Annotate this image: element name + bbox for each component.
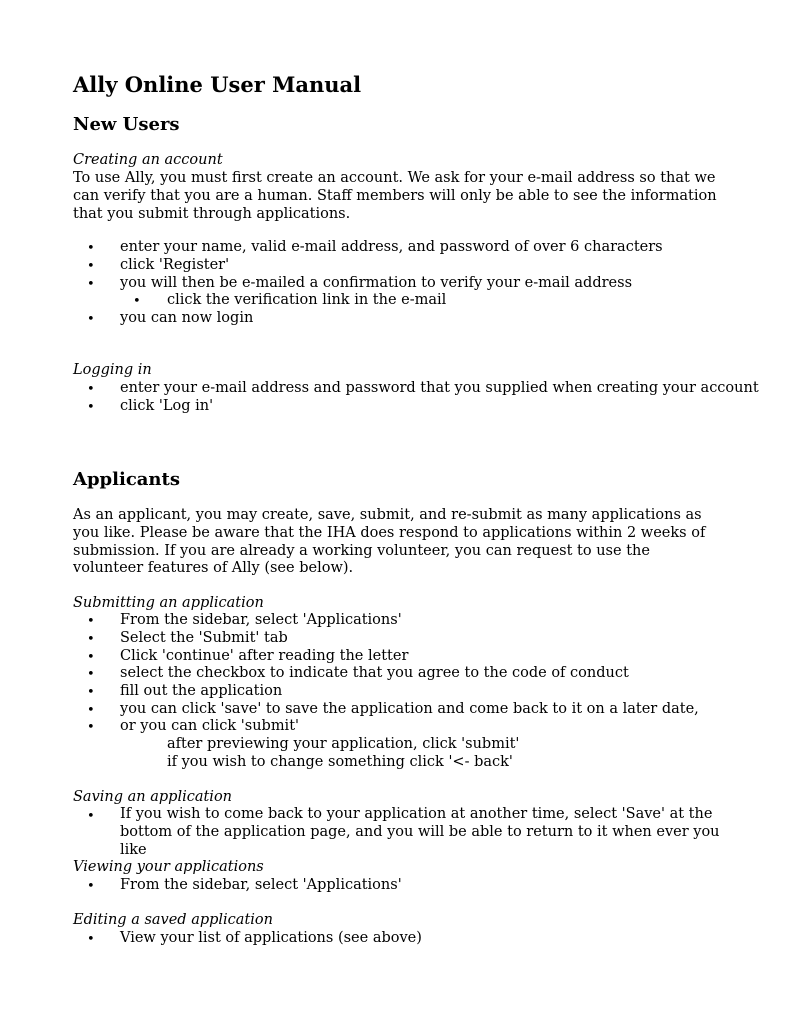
- list-item: enter your name, valid e-mail address, and password of over 6 characters: [120, 239, 663, 255]
- applicants-intro: As an applicant, you may create, save, submit, and re-submit as many applications as you like. Please be aware that the IHA does respond to applications within 2 weeks of submission. If you are already a working volunteer, you can request to use the volunteer features of Ally (see below).: [73, 507, 706, 577]
- bullet: •: [87, 632, 95, 647]
- list-item: you can click 'save' to save the application and come back to it on a later date,: [120, 701, 699, 717]
- bullet: •: [87, 614, 95, 629]
- bullet: •: [87, 720, 95, 735]
- bullet: •: [87, 241, 95, 256]
- list-item: Select the 'Submit' tab: [120, 630, 288, 646]
- list-item: Click 'continue' after reading the letter: [120, 648, 409, 664]
- list-item: you can now login: [120, 310, 254, 326]
- bullet: •: [87, 809, 95, 824]
- bullet: •: [87, 703, 95, 718]
- list-item: View your list of applications (see above): [120, 930, 422, 946]
- list-item: fill out the application: [120, 683, 283, 699]
- applicants-heading: Applicants: [73, 469, 180, 490]
- document-title: Ally Online User Manual: [73, 72, 362, 97]
- bullet: •: [133, 294, 141, 309]
- saving-subheading: Saving an application: [73, 789, 233, 805]
- list-item: click the verification link in the e-mail: [167, 292, 447, 308]
- list-item: you will then be e-mailed a confirmation to verify your e-mail address: [120, 275, 633, 291]
- new-users-heading: New Users: [73, 114, 180, 135]
- viewing-subheading: Viewing your applications: [73, 859, 264, 875]
- list-note: if you wish to change something click '<- back': [167, 754, 513, 770]
- bullet: •: [87, 312, 95, 327]
- editing-subheading: Editing a saved application: [73, 912, 273, 928]
- bullet: •: [87, 259, 95, 274]
- bullet: •: [87, 382, 95, 397]
- submitting-subheading: Submitting an application: [73, 595, 264, 611]
- logging-in-subheading: Logging in: [73, 362, 152, 378]
- list-note: after previewing your application, click 'submit': [167, 736, 520, 752]
- bullet: •: [87, 400, 95, 415]
- bullet: •: [87, 879, 95, 894]
- bullet: •: [87, 685, 95, 700]
- bullet: •: [87, 667, 95, 682]
- creating-account-intro: To use Ally, you must first create an account. We ask for your e-mail address so that we can verify that you are a human. Staff members will only be able to see the information that you submit through applications.: [73, 170, 717, 222]
- bullet: •: [87, 650, 95, 665]
- list-item: or you can click 'submit': [120, 718, 300, 734]
- bullet: •: [87, 932, 95, 947]
- list-item: click 'Log in': [120, 398, 214, 414]
- bullet: •: [87, 277, 95, 292]
- list-item: From the sidebar, select 'Applications': [120, 612, 402, 628]
- list-item: click 'Register': [120, 257, 230, 273]
- creating-account-subheading: Creating an account: [73, 152, 223, 168]
- list-item: enter your e-mail address and password that you supplied when creating your account: [120, 380, 759, 396]
- list-item: select the checkbox to indicate that you agree to the code of conduct: [120, 665, 629, 681]
- list-item: If you wish to come back to your application at another time, select 'Save' at the bottom of the application page, and you will be able to return to it when ever you like: [120, 806, 720, 858]
- list-item: From the sidebar, select 'Applications': [120, 877, 402, 893]
